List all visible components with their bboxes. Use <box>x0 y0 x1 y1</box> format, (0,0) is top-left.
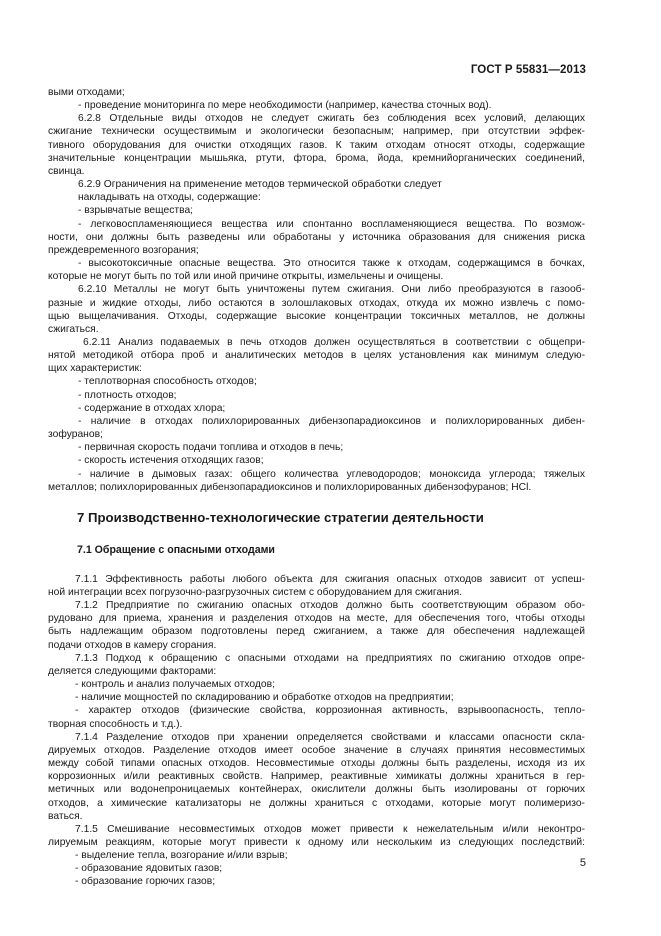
text-line: ности, они должны быть разведены или обработаны у источника образования для снижения риска <box>48 231 585 243</box>
text-line: дируемых отходов. Разделение отходов имеет особое значение в случаях принятия несовместимых <box>48 744 585 756</box>
text-line: 7.1.2 Предприятие по сжиганию опасных отходов должно быть соответствующим образом обо- <box>75 600 585 612</box>
text-line: быть надлежащим образом подготовлены перед сжиганием, а также для обеспечения надлежащей <box>48 626 585 638</box>
text-line: коррозионных и/или реактивных свойств. Например, реактивные химикаты должны храниться в гер- <box>48 771 585 783</box>
text-line: между собой типами опасных отходов. Несовместимые отходы должны быть разделены, исходя из их <box>48 758 585 770</box>
text-line: преждевременного возгорания; <box>48 244 199 256</box>
paragraphs-section-6 <box>48 86 585 494</box>
text-line: - взрывчатые вещества; <box>78 205 194 217</box>
text-line: сжигание технически осуществимым и экологически безопасным; например, при отсутствии эффек- <box>48 126 585 138</box>
page-content <box>48 86 585 889</box>
text-line: - высокотоксичные опасные вещества. Это относится также к отходам, содержащимся в бочках, <box>78 258 585 270</box>
text-line: щих характеристик: <box>48 363 142 375</box>
text-line: 7.1.4 Разделение отходов при хранении определяется свойствами и классами опасности скла- <box>75 731 585 743</box>
text-line: метичных или водонепроницаемых контейнерах, окислители должны быть изолированы от горючих <box>48 784 585 796</box>
text-line: 6.2.10 Металлы не могут быть уничтожены путем сжигания. Они либо преобразуются в газооб- <box>78 284 585 296</box>
subsection-title: 7.1 Обращение с опасными отходами <box>77 543 275 556</box>
text-line: 6.2.9 Ограничения на применение методов термической обработки следует <box>78 179 442 191</box>
text-line: - проведение мониторинга по мере необходимости (например, качества сточных вод). <box>78 100 492 112</box>
document-code-header: ГОСТ Р 55831—2013 <box>470 64 586 76</box>
text-line: ной интеграции всех погрузочно-разгрузочных систем с оборудованием для сжигания. <box>48 587 463 598</box>
page-number: 5 <box>579 857 586 869</box>
text-line: - контроль и анализ получаемых отходов; <box>75 679 275 691</box>
text-line: 7.1.3 Подход к обращению с опасными отходами на предприятиях по сжиганию отходов опре- <box>75 652 585 664</box>
text-line: которые не могут быть по той или иной причине открыты, измельчены и очищены. <box>48 271 444 283</box>
text-line: накладывать на отходы, содержащие: <box>78 192 261 204</box>
text-line: - наличие в отходах полихлорированных дибензопарадиоксинов и полихлорированных дибен- <box>78 415 585 427</box>
text-line: свинца. <box>48 165 85 177</box>
text-line: 7.1.1 Эффективность работы любого объекта для сжигания опасных отходов зависит от успеш- <box>75 573 585 585</box>
text-line: щью выщелачивания. Отходы, содержащие высокие концентрации токсичных металлов, не должны <box>48 310 585 322</box>
text-line: значительные концентрации мышьяка, ртути, фтора, брома, йода, кремнийорганических соединений, <box>48 152 585 164</box>
text-line: - выделение тепла, возгорание и/или взрыв; <box>75 850 288 862</box>
text-line: - образование ядовитых газов; <box>75 863 223 875</box>
text-line: 6.2.11 Анализ подаваемых в печь отходов должен осуществляться в соответствии с общепри- <box>83 336 585 348</box>
text-line: разные и жидкие отходы, либо остаются в золошлаковых отходах, откуда их можно извлечь с помо- <box>48 297 585 309</box>
text-line: - скорость истечения отходящих газов; <box>78 455 264 467</box>
text-line: нятой методикой отбора проб и аналитических методов в целях установления как минимум следую- <box>48 350 585 362</box>
text-line: - наличие в дымовых газах: общего количества углеводородов; моноксида углерода; тяжелых <box>78 468 585 480</box>
text-line: 6.2.8 Отдельные виды отходов не следует сжигать без соблюдения всех условий, делающих <box>78 113 585 125</box>
text-line: - наличие мощностей по складированию и обработке отходов на предприятии; <box>75 692 454 704</box>
text-line: зофуранов; <box>48 429 103 441</box>
text-line: подачи отходов в камеру сгорания. <box>48 639 217 651</box>
text-line: - характер отходов (физические свойства, коррозионная активность, взрывоопасность, тепло- <box>75 705 585 717</box>
text-line: рудовано для приема, хранения и разделения отходов на месте, для обеспечения того, чтобы отходы <box>48 613 585 625</box>
text-line: 7.1.5 Смешивание несовместимых отходов может привести к нежелательным и/или неконтро- <box>75 823 585 835</box>
text-line: тивного оборудования для очистки отходящих газов. К таким отходам относят отходы, содержащие <box>48 139 585 151</box>
text-line: - легковоспламеняющиеся вещества или спонтанно воспламеняющиеся вещества. По возмож- <box>78 218 585 230</box>
text-line: лируемым реакциям, которые могут привести к одному или нескольким из следующих последствий: <box>48 836 585 848</box>
text-line: металлов; полихлорированных дибензопарадиоксинов и полихлорированных дибензофуранов; HCl. <box>48 481 532 493</box>
text-line: выми отходами; <box>48 87 125 98</box>
text-line: - первичная скорость подачи топлива и отходов в печь; <box>78 442 344 454</box>
paragraphs-section-7-1 <box>48 573 585 889</box>
text-line: ваться. <box>48 810 83 822</box>
text-line: - плотность отходов; <box>78 389 177 401</box>
text-line: деляется следующими факторами: <box>48 665 217 677</box>
text-line: сжигаться. <box>48 323 99 335</box>
text-line: отходов, а химические катализаторы не должны храниться с отходами, которые могут полимеризо- <box>48 797 585 809</box>
section-title: 7 Производственно-технологические стратегии деятельности <box>77 509 484 525</box>
text-line: - образование горючих газов; <box>75 876 216 888</box>
text-line: - содержание в отходах хлора; <box>78 402 226 414</box>
text-line: - теплотворная способность отходов; <box>78 376 257 388</box>
text-line: творная способность и т.д.). <box>48 718 183 730</box>
